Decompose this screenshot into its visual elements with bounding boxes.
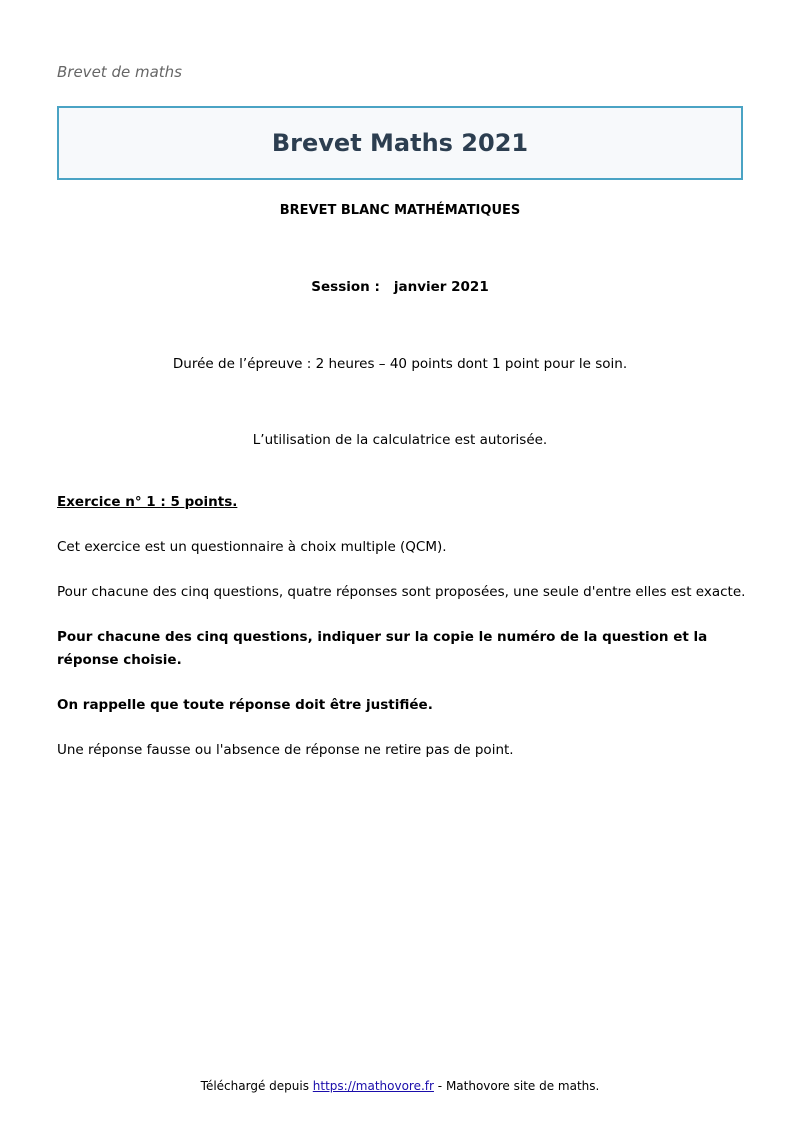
exercise-paragraph: Une réponse fausse ou l'absence de réponse ne retire pas de point. bbox=[57, 742, 514, 758]
session-value: janvier 2021 bbox=[393, 279, 489, 295]
exercise-justification-note: On rappelle que toute réponse doit être justifiée. bbox=[57, 697, 433, 713]
exercise-instruction: Pour chacune des cinq questions, indiquer sur la copie le numéro de la question et la réponse choisie. bbox=[57, 629, 708, 668]
page-title: Brevet Maths 2021 bbox=[271, 129, 529, 157]
exam-name: BREVET BLANC MATHÉMATIQUES bbox=[279, 203, 521, 218]
title-box bbox=[57, 106, 743, 180]
exercise-title: Exercice n° 1 : 5 points. bbox=[57, 494, 238, 510]
footer-suffix: - Mathovore site de maths. bbox=[437, 1079, 600, 1093]
exercise-paragraph: Pour chacune des cinq questions, quatre réponses sont proposées, une seule d'entre elles est exacte. bbox=[57, 584, 746, 600]
footer bbox=[0, 1079, 800, 1093]
running-header: Brevet de maths bbox=[57, 63, 182, 81]
footer-prefix: Téléchargé depuis bbox=[200, 1079, 309, 1093]
footer-link[interactable]: https://mathovore.fr bbox=[312, 1079, 434, 1093]
exercise-paragraph: Cet exercice est un questionnaire à choix multiple (QCM). bbox=[57, 539, 447, 555]
session-label: Session : bbox=[311, 279, 380, 295]
session-line bbox=[0, 279, 800, 295]
calculator-text: L’utilisation de la calculatrice est autorisée. bbox=[252, 432, 548, 448]
duration-text: Durée de l’épreuve : 2 heures – 40 points dont 1 point pour le soin. bbox=[172, 356, 628, 372]
